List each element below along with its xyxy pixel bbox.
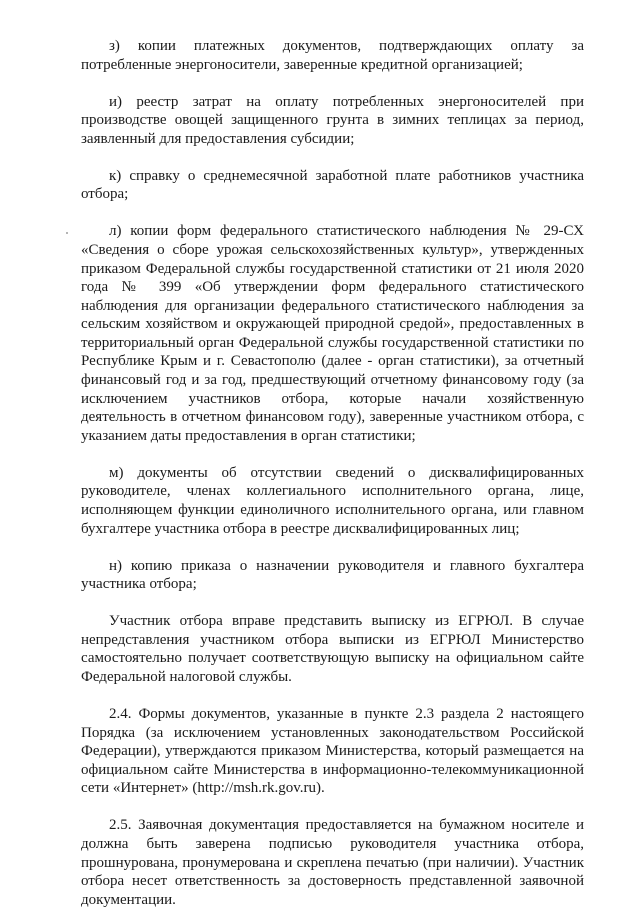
paragraph-egrul: Участник отбора вправе представить выписку из ЕГРЮЛ. В случае непредставления участником отбора выписки из ЕГРЮЛ Министерство самостоятельно получает соответствующую выписку на официальном сайте Федеральной налоговой службы.: [81, 613, 584, 685]
paragraph-2-5: 2.5. Заявочная документация предоставляется на бумажном носителе и должна быть заверена подписью руководителя участника отбора, прошнурована, пронумерована и скреплена печатью (при наличии). Участник отбора несет ответственность за достоверность представленной заявочной документации.: [81, 817, 584, 908]
paragraph-z: з) копии платежных документов, подтверждающих оплату за потребленные энергоносители, заверенные кредитной организацией;: [81, 38, 584, 73]
paragraph-m: м) документы об отсутствии сведений о дисквалифицированных руководителе, членах коллегиального исполнительного органа, лице, исполняющем функции единоличного исполнительного органа, или главном бухгалтере участника отбора в реестре дисквалифицированных лиц;: [81, 464, 584, 537]
paragraph-i: и) реестр затрат на оплату потребленных энергоносителей при производстве овощей защищенного грунта в зимних теплицах за период, заявленный для предоставления субсидии;: [81, 93, 584, 147]
paragraph-n: н) копию приказа о назначении руководителя и главного бухгалтера участника отбора;: [81, 557, 584, 593]
scan-speck: [66, 232, 68, 234]
paragraph-k: к) справку о среднемесячной заработной плате работников участника отбора;: [81, 167, 584, 203]
paragraph-2-4: 2.4. Формы документов, указанные в пункте 2.3 раздела 2 настоящего Порядка (за исключением установленных законодательством Российской Федерации), утверждаются приказом Министерства, который размещается на официальном сайте Министерства в информационно-телекоммуникационной сети «Интернет» (http://msh.rk.gov.ru).: [81, 705, 584, 797]
paragraph-l: л) копии форм федерального статистического наблюдения № 29-СХ «Сведения о сборе урожая сельскохозяйственных культур», утвержденных приказом Федеральной службы государственной статистики от 21 июля 2020 года № 399 «Об утверждении форм федерального статистического наблюдения для организации федерального статистического наблюдения за сельским хозяйством и окружающей природной средой», предоставленных в территориальный орган Федеральной службы государственной статистики по Республике Крым и г. Севастополю (далее - орган статистики), за отчетный финансовый год и за год, предшествующий отчетному финансовому году (за исключением участников отбора, которые начали хозяйственную деятельность в отчетном финансовом году), заверенные участником отбора, с указанием даты предоставления в орган статистики;: [81, 223, 584, 444]
